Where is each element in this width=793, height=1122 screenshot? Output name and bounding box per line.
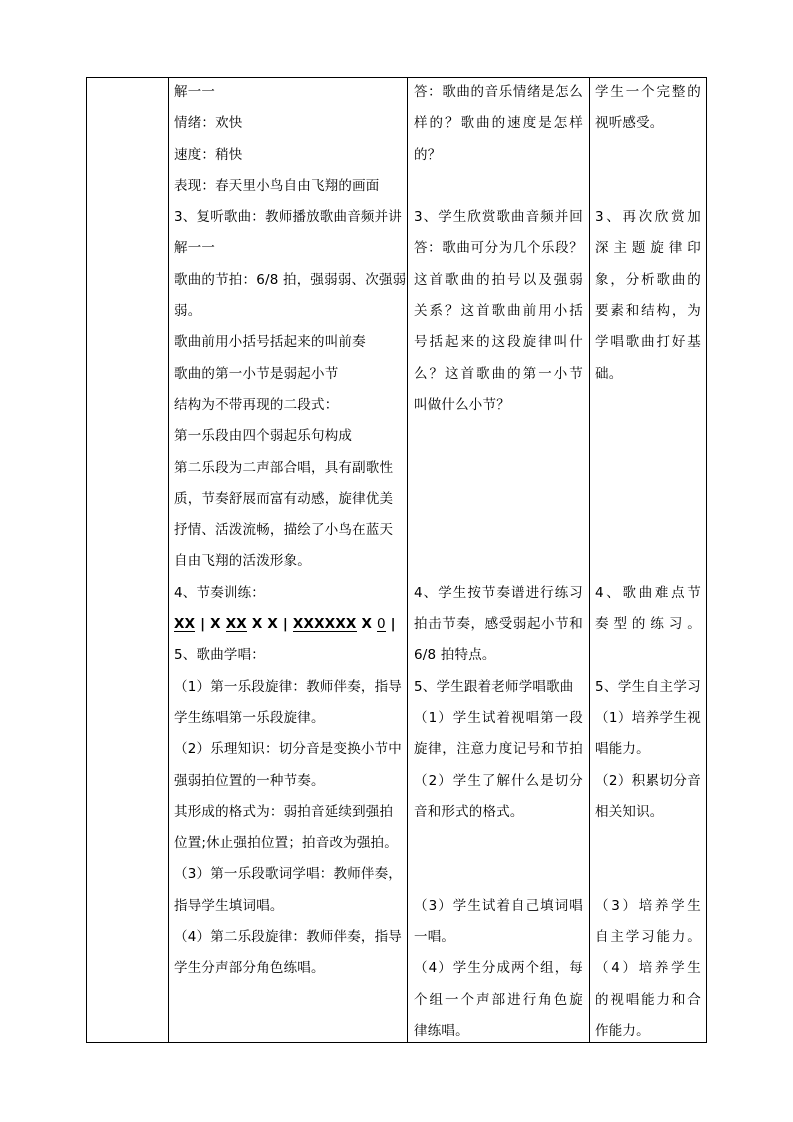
col3-line: 6/8 拍特点。	[414, 647, 496, 664]
col3-line: 叫做什么小节？	[414, 396, 510, 413]
col4-line: 深主题旋律印	[595, 240, 701, 257]
col3-line	[414, 515, 583, 546]
rhythm-symbol: XXXXXX	[292, 616, 357, 633]
rhythm-symbol: X	[361, 616, 373, 633]
col2-line: 学生分声部分角色练唱。	[174, 960, 325, 977]
col3-line: 个组一个声部进行角色旋	[414, 991, 583, 1008]
col2-line: 位置;休止强拍位置；拍音改为强拍。	[174, 835, 398, 852]
col3-line	[414, 859, 583, 890]
col2-line: 4、节奏训练：	[174, 584, 265, 601]
col3-line: （1）学生试着视唱第一段	[414, 709, 583, 726]
rhythm-symbol: X	[251, 616, 263, 633]
col3-line: 音和形式的格式。	[414, 803, 524, 820]
col3-line: 拍击节奏，感受弱起小节和	[414, 616, 583, 633]
col4-line: 自主学习能力。	[595, 929, 701, 946]
col4-line: 作能力。	[595, 1022, 650, 1039]
col4-line: 的视唱能力和合	[595, 991, 701, 1008]
col2-line: 结构为不带再现的二段式：	[174, 396, 339, 413]
col2-line: （2）乐理知识：切分音是变换小节中	[174, 741, 402, 758]
rhythm-symbol: XX	[225, 616, 247, 633]
rhythm-symbol: |	[200, 616, 206, 633]
col2-line: 歌曲的节拍：6/8 拍，强弱弱、次强弱	[174, 271, 407, 288]
col4-line	[595, 640, 701, 671]
col3-line: 4、学生按节奏谱进行练习	[414, 584, 583, 601]
col3-line: （3）学生试着自己填词唱	[414, 897, 583, 914]
col3-line: 答：歌曲的音乐情绪是怎么	[414, 84, 583, 100]
col3-line: 样的？歌曲的速度是怎样	[414, 115, 583, 132]
rhythm-symbol: X	[210, 616, 221, 633]
col2-line: 弱。	[174, 303, 202, 320]
col2-line: （4）第二乐段旋律：教师伴奏，指导	[174, 929, 402, 946]
table-right-border	[706, 77, 707, 1043]
col4-line: 学唱歌曲打好基	[595, 334, 701, 351]
col4-line: 要素和结构，为	[595, 303, 701, 320]
col2-line: 歌曲的第一小节是弱起小节	[174, 365, 339, 382]
col2-line: 学生练唱第一乐段旋律。	[174, 709, 325, 726]
col4-line: 4、歌曲难点节	[595, 584, 701, 601]
col4-line	[595, 140, 701, 171]
col4-line: 础。	[595, 365, 623, 382]
col3-line	[414, 453, 583, 484]
col4-line: （1）培养学生视	[595, 709, 701, 726]
col3-line: 这首歌曲的拍号以及强弱	[414, 271, 583, 288]
col4-line: 5、学生自主学习	[595, 678, 701, 695]
col2-line: 抒情、活泼流畅，描绘了小鸟在蓝天	[174, 522, 394, 539]
column-divider-1	[168, 77, 169, 1043]
col3-line: 律练唱。	[414, 1022, 469, 1039]
col4-line: （3）培养学生	[595, 897, 701, 914]
col3-line: 关系？这首歌曲前用小括	[414, 303, 583, 320]
col4-line	[595, 515, 701, 546]
rhythm-symbol: 0	[376, 616, 386, 633]
rhythm-symbol: |	[390, 616, 396, 633]
col3-line: 3、学生欣赏歌曲音频并回	[414, 209, 583, 226]
col2-line: 指导学生填词唱。	[174, 897, 284, 914]
col3-line: 么？这首歌曲的第一小节	[414, 365, 583, 382]
col3-line	[414, 171, 583, 202]
col2-line: 表现：春天里小鸟自由飞翔的画面	[174, 177, 380, 194]
col3-line: 5、学生跟着老师学唱歌曲	[414, 678, 574, 695]
col2-line: 5、歌曲学唱：	[174, 647, 265, 664]
col3-line: 旋律，注意力度记号和节拍	[414, 741, 583, 758]
col4-line	[595, 828, 701, 859]
col3-line: 答：歌曲可分为几个乐段？	[414, 240, 583, 257]
col3-line	[414, 484, 583, 515]
col4-line: 3、再次欣赏加	[595, 209, 701, 226]
col4-line: 唱能力。	[595, 741, 650, 758]
col4-line	[595, 453, 701, 484]
column-divider-2	[407, 77, 408, 1043]
col2-line: 其形成的格式为：弱拍音延续到强拍	[174, 803, 394, 820]
design-intent-column	[595, 77, 701, 1047]
col4-line	[595, 859, 701, 890]
col3-line	[414, 421, 583, 452]
col4-line: （4）培养学生	[595, 960, 701, 977]
column-divider-3	[589, 77, 590, 1043]
col4-line: 奏型的练习。	[595, 616, 701, 633]
col2-line: 第二乐段为二声部合唱，具有副歌性	[174, 459, 394, 476]
col4-line: （2）积累切分音	[595, 772, 701, 789]
rhythm-symbol: XX	[174, 616, 196, 633]
col4-line	[595, 421, 701, 452]
student-activity-column	[414, 77, 583, 1047]
col4-line: 象，分析歌曲的	[595, 271, 701, 288]
col4-line	[595, 546, 701, 577]
col2-line: （1）第一乐段旋律：教师伴奏，指导	[174, 678, 402, 695]
col2-line: 解一一	[174, 240, 216, 257]
col2-line: 自由飞翔的活泼形象。	[174, 553, 311, 570]
col2-line: 速度：稍快	[174, 146, 243, 163]
rhythm-symbol: X	[267, 616, 278, 633]
col3-line: 一唱。	[414, 929, 456, 946]
rhythm-notation	[174, 609, 402, 640]
rhythm-symbol: |	[282, 616, 288, 633]
teacher-activity-column	[174, 77, 407, 985]
col2-line: 质，节奏舒展而富有动感，旋律优美	[174, 490, 394, 507]
col3-line: （4）学生分成两个组，每	[414, 960, 583, 977]
col3-line: 号括起来的这段旋律叫什	[414, 334, 583, 351]
col4-line	[595, 171, 701, 202]
col4-line: 相关知识。	[595, 803, 664, 820]
col4-line	[595, 390, 701, 421]
col2-line: 情绪：欢快	[174, 115, 243, 132]
col2-line: 第一乐段由四个弱起乐句构成	[174, 428, 353, 445]
col4-line: 视听感受。	[595, 115, 664, 132]
col3-line	[414, 546, 583, 577]
col4-line: 学生一个完整的	[595, 84, 701, 100]
col2-line: （3）第一乐段歌词学唱：教师伴奏，	[174, 866, 402, 883]
col3-line	[414, 828, 583, 859]
col2-line: 3、复听歌曲：教师播放歌曲音频并讲	[174, 209, 402, 226]
col2-line: 强弱拍位置的一种节奏。	[174, 772, 325, 789]
col2-line: 解一一	[174, 84, 216, 100]
col4-line	[595, 484, 701, 515]
table-left-border	[86, 77, 87, 1043]
col2-line: 歌曲前用小括号括起来的叫前奏	[174, 334, 366, 351]
col3-line: 的？	[414, 146, 442, 163]
col3-line: （2）学生了解什么是切分	[414, 772, 583, 789]
